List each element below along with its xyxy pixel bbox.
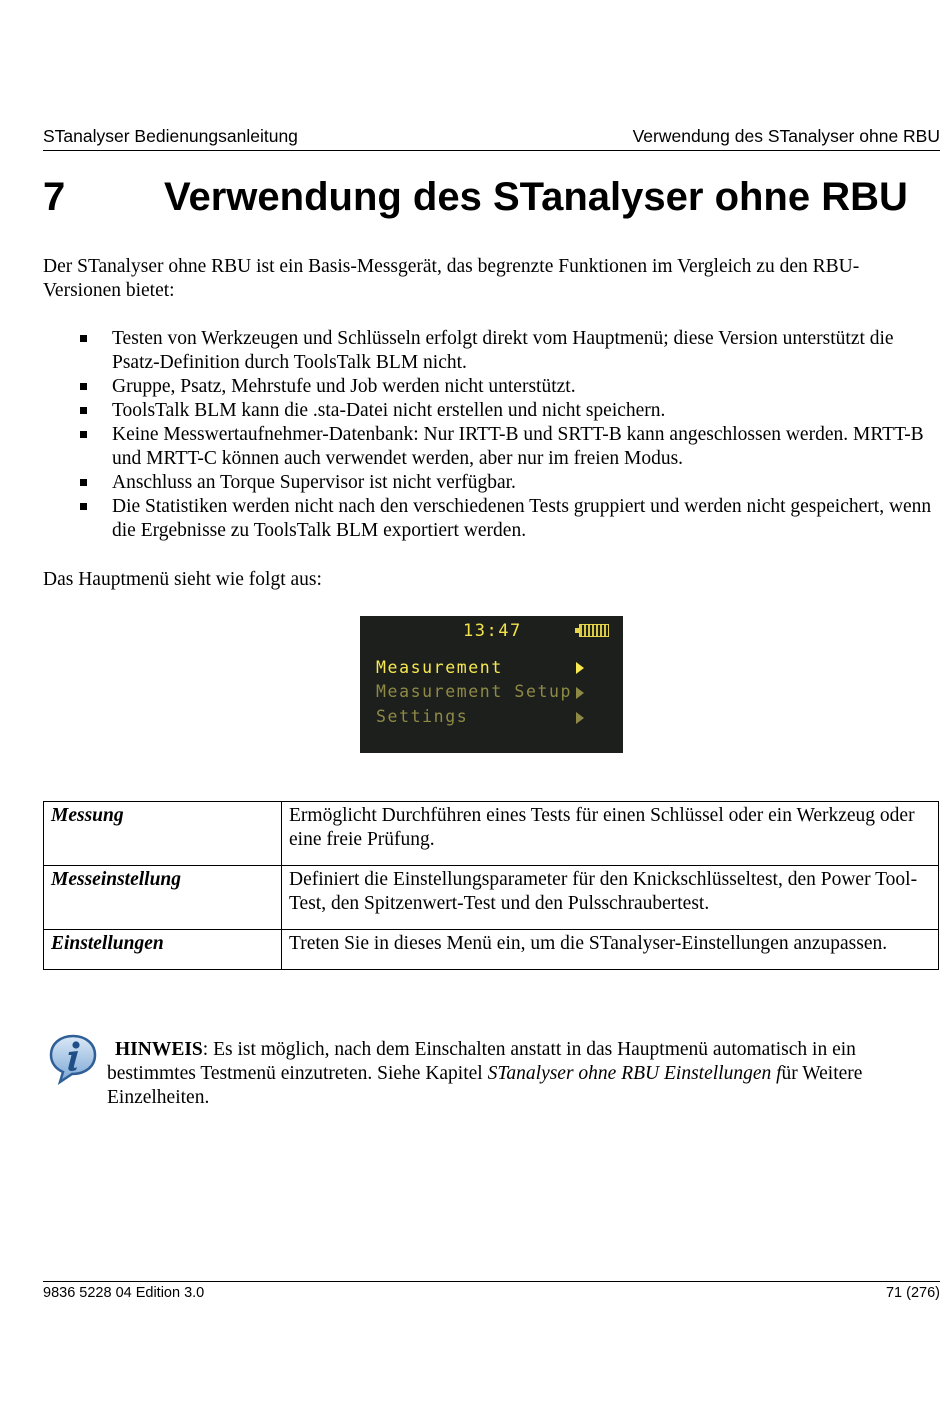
device-main-menu-screenshot (360, 616, 623, 753)
footer-page-number: 71 (276) (885, 1285, 940, 1301)
chevron-right-icon (576, 662, 584, 674)
footer-edition: 9836 5228 04 Edition 3.0 (43, 1285, 205, 1301)
list-item-text: Keine Messwertaufnehmer-Datenbank: Nur IRTT-B und SRTT-B kann angeschlossen werden. MRTT-B und MRTT-C können auch verwendet werden, aber nur im freien Modus. (112, 424, 924, 469)
page-footer (43, 1281, 940, 1301)
list-item (43, 495, 935, 543)
list-item-text: Die Statistiken werden nicht nach den verschiedenen Tests gruppiert und werden nicht gespeichert, wenn die Ergebnisse zu ToolsTalk BLM exportiert werden. (112, 496, 932, 541)
table-row (44, 802, 939, 866)
description-cell: Definiert die Einstellungsparameter für den Knickschlüsseltest, den Power Tool-Test, den Spitzenwert-Test und den Pulsschraubertest. (282, 866, 939, 930)
chapter-heading (43, 175, 908, 220)
list-item (43, 327, 935, 375)
battery-icon (579, 624, 609, 637)
list-item-text: ToolsTalk BLM kann die .sta-Datei nicht erstellen und nicht speichern. (112, 400, 666, 421)
chapter-title: Verwendung des STanalyser ohne RBU (164, 175, 908, 219)
device-menu-item-measurement-setup: Measurement Setup (376, 682, 573, 701)
list-item (43, 375, 935, 399)
header-chapter-title: Verwendung des STanalyser ohne RBU (632, 126, 940, 146)
list-item-text: Anschluss an Torque Supervisor ist nicht verfügbar. (112, 472, 516, 493)
intro-paragraph: Der STanalyser ohne RBU ist ein Basis-Messgerät, das begrenzte Funktionen im Vergleich zu den RBU-Versionen bietet: (43, 256, 860, 301)
list-item (43, 399, 935, 423)
list-item (43, 471, 935, 495)
list-item-text: Testen von Werkzeugen und Schlüsseln erfolgt direkt vom Hauptmenü; diese Version unterstützt die Psatz-Definition durch ToolsTalk BLM nicht. (112, 328, 894, 373)
device-menu-item-settings: Settings (376, 707, 469, 726)
bullet-square-icon (80, 407, 87, 414)
list-item-text: Gruppe, Psatz, Mehrstufe und Job werden nicht unterstützt. (112, 376, 576, 397)
device-clock: 13:47 (463, 621, 522, 641)
page-header (43, 126, 940, 151)
note-text-end: ür Weitere Einzelheiten. (107, 1063, 863, 1108)
table-row (44, 866, 939, 930)
note-paragraph (107, 1038, 927, 1110)
bullet-square-icon (80, 383, 87, 390)
term-cell: Einstellungen (44, 930, 282, 970)
bullet-square-icon (80, 479, 87, 486)
menu-intro-text: Das Hauptmenü sieht wie folgt aus: (43, 569, 322, 590)
term-cell: Messeinstellung (44, 866, 282, 930)
note-text: : Es ist möglich, nach dem Einschalten anstatt in das Hauptmenü automatisch in ein bestimmtes Testmenü einzutreten. Siehe Kapitel (107, 1039, 856, 1084)
chapter-number: 7 (43, 175, 66, 219)
note-chapter-reference: STanalyser ohne RBU Einstellungen f (487, 1063, 782, 1084)
bullet-square-icon (80, 431, 87, 438)
term-cell: Messung (44, 802, 282, 866)
list-item (43, 423, 935, 471)
note-label: HINWEIS (115, 1039, 203, 1060)
device-menu-item-measurement: Measurement (376, 658, 503, 677)
bullet-square-icon (80, 335, 87, 342)
bullet-square-icon (80, 503, 87, 510)
chevron-right-icon (576, 712, 584, 724)
info-icon (47, 1033, 99, 1085)
table-row (44, 930, 939, 970)
limitations-list (43, 327, 935, 543)
description-cell: Ermöglicht Durchführen eines Tests für einen Schlüssel oder ein Werkzeug oder eine freie Prüfung. (282, 802, 939, 866)
header-document-title: STanalyser Bedienungsanleitung (43, 126, 298, 146)
menu-definitions-table (43, 801, 939, 970)
chevron-right-icon (576, 687, 584, 699)
description-cell: Treten Sie in dieses Menü ein, um die STanalyser-Einstellungen anzupassen. (282, 930, 939, 970)
